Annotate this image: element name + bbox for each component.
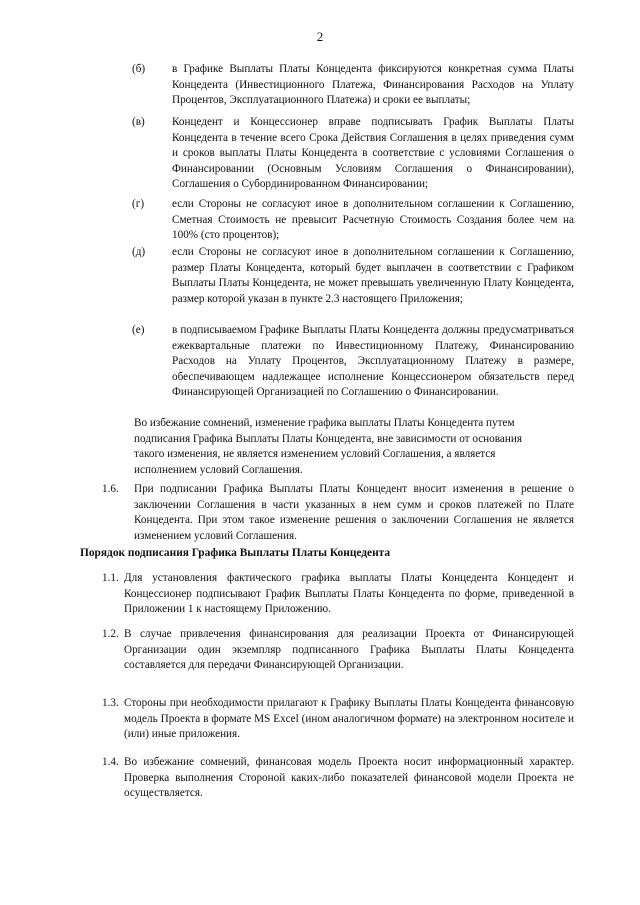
sub-item-text: в подписываемом Графике Выплаты Платы Концедента должны предусматриваться ежеквартальные платежи по Инвестиционному Платежу, Финансированию Расходов на Уплату Процентов, Эксплуатационному Платежу в размере, обеспечивающем надлежащее исполнение Концессионером обязательств перед Финансирующей Организацией по Соглашению о Финансировании. xyxy=(172,324,574,399)
section-heading: Порядок подписания Графика Выплаты Платы Концедента xyxy=(80,547,391,559)
sub-item-marker: (в) xyxy=(132,116,145,128)
clause-number: 1.2. xyxy=(102,628,119,640)
clause-number: 1.3. xyxy=(102,697,119,709)
clause-text: В случае привлечения финансирования для реализации Проекта от Финансирующей Организации один экземпляр подписанного Графика Выплаты Платы Концедента составляется для передачи Финансирующей Организации. xyxy=(124,628,574,672)
sub-item-text: Концедент и Концессионер вправе подписывать График Выплаты Платы Концедента в течение всего Срока Действия Соглашения в целях приведения сумм и сроков выплаты Платы Концедента в соответствие с условиями Соглашения о Финансировании (Основным Условиям Соглашения о Финансировании), Соглашения о Субординированном Финансировании; xyxy=(172,116,574,191)
page-number: 2 xyxy=(316,29,324,44)
sub-item-marker: (д) xyxy=(132,246,146,258)
sub-item-text: в Графике Выплаты Платы Концедента фиксируются конкретная сумма Платы Концедента (Инвестиционного Платежа, Финансирования Расходов на Уплату Процентов, Эксплуатационного Платежа) и сроки ее выплаты; xyxy=(172,63,574,107)
sub-item-marker: (г) xyxy=(132,198,145,210)
sub-item-text: если Стороны не согласуют иное в дополнительном соглашении к Соглашению, Сметная Стоимость не превысит Расчетную Стоимость Создания более чем на 100% (сто процентов); xyxy=(172,198,574,242)
clause-text: Для установления фактического графика выплаты Платы Концедента Концедент и Концессионер подписывают График Выплаты Платы Концедента по форме, приведенной в Приложении 1 к настоящему Приложению. xyxy=(124,572,574,616)
clause-number: 1.4. xyxy=(102,756,119,768)
clause-number: 1.1. xyxy=(102,572,119,584)
clause-number: 1.6. xyxy=(102,483,119,495)
sub-item-text: если Стороны не согласуют иное в дополнительном соглашении к Соглашению, размер Платы Концедента, который будет выплачен в соответствии с Графиком Выплаты Платы Концедента, не может превышать увеличенную Плату Концедента, размер которой указан в пункте 2.3 настоящего Приложения; xyxy=(172,246,574,305)
avoidance-paragraph: Во избежание сомнений, изменение графика выплаты Платы Концедента путем подписания Графика Выплаты Платы Концедента, вне зависимости от основания такого изменения, не является изменением условий Соглашения, а является исполнением условий Соглашения. xyxy=(134,417,522,476)
clause-text: Стороны при необходимости прилагают к Графику Выплаты Платы Концедента финансовую модель Проекта в формате MS Excel (ином аналогичном формате) на электронном носителе и (или) иные приложения. xyxy=(124,697,574,741)
sub-item-marker: (е) xyxy=(132,324,145,336)
clause-text: При подписании Графика Выплаты Платы Концедент вносит изменения в решение о заключении Соглашения в части указанных в нем сумм и сроков платежей по Плате Концедента. При этом такое изменение решения о заключении Соглашения не является изменением условий Соглашения. xyxy=(134,483,574,542)
clause-text: Во избежание сомнений, финансовая модель Проекта носит информационный характер. Проверка выполнения Стороной каких-либо показателей финансовой модели Проекта не осуществляется. xyxy=(124,756,574,800)
sub-item-marker: (б) xyxy=(132,63,146,75)
